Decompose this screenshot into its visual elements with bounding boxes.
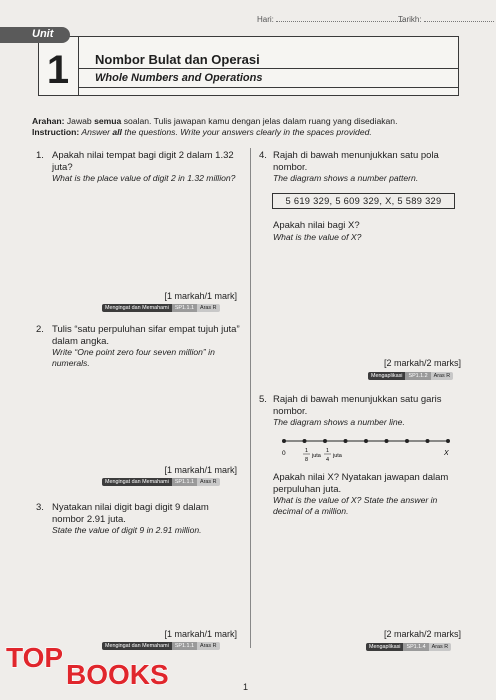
skill-tag-level: Mengaplikasi [368,372,405,380]
skill-tag-level: Mengaplikasi [366,643,403,651]
question-subtext-malay: Apakah nilai bagi X? [273,220,360,231]
day-label: Hari: [257,15,274,24]
fraction-b-numerator: 1 [326,448,330,454]
skill-tag-code: SP1.1.1 [172,478,197,486]
unit-tab: Unit [0,27,70,43]
marks-label: [1 markah/1 mark] [164,291,237,301]
number-line-tick [405,439,409,443]
question-text-malay: Apakah nilai tempat bagi digit 2 dalam 1.32 juta? [52,150,234,173]
date-input-line [424,15,494,22]
question-2 [52,324,240,368]
instruction-malay-label: Arahan: [32,116,65,126]
question-number: 3. [36,502,44,513]
question-5 [273,394,463,428]
marks-label: [1 markah/1 mark] [164,629,237,639]
fraction-a-numerator: 1 [305,448,309,454]
number-line-label-b [324,448,343,463]
skill-tag [102,478,220,486]
number-line-end-label: X [444,450,449,457]
question-text-malay: Rajah di bawah menunjukkan satu pola nombor. [273,150,439,173]
question-subtext-malay: Apakah nilai X? Nyatakan jawapan dalam perpuluhan juta. [273,472,449,495]
fraction-b-unit: juta [333,453,342,459]
skill-tag-level: Mengingat dan Memahami [102,304,172,312]
question-subtext-english: What is the value of X? State the answer in decimal of a million. [273,495,438,516]
question-number: 2. [36,324,44,335]
fraction-a-denominator: 8 [305,457,309,463]
logo-bottom-text: BOOKS [66,659,169,689]
question-text-english: What is the place value of digit 2 in 1.32 million? [52,173,236,183]
question-text-malay: Rajah di bawah menunjukkan satu garis nombor. [273,394,442,417]
question-5-sub [273,472,463,516]
skill-tag-level: Mengingat dan Memahami [102,478,172,486]
skill-tag-aras: Aras R [197,642,219,650]
instruction-english-text1: Answer [81,127,110,137]
topbooks-logo [0,637,178,689]
number-line-tick [426,439,430,443]
marks-label: [2 markah/2 marks] [383,629,461,639]
instruction-malay-bold: semua [94,116,122,126]
instruction-english-bold: all [112,127,122,137]
marks-label: [2 markah/2 marks] [383,358,461,368]
date-field [398,15,494,24]
skill-tag-aras: Aras R [429,643,451,651]
page-number: 1 [243,682,249,692]
column-divider [250,148,251,648]
unit-title-malay: Nombor Bulat dan Operasi [95,52,260,67]
unit-number: 1 [46,48,70,92]
skill-tag-aras: Aras R [197,478,219,486]
skill-tag [366,643,451,651]
question-text-malay: Tulis “satu perpuluhan sifar empat tujuh juta” dalam angka. [52,324,240,347]
number-line [276,433,456,469]
skill-tag-code: SP1.1.2 [405,372,430,380]
question-4-sub [273,220,463,242]
marks-label: [1 markah/1 mark] [164,465,237,475]
number-line-tick [344,439,348,443]
number-line-tick [282,439,286,443]
number-line-tick [323,439,327,443]
date-label: Tarikh: [398,15,422,24]
day-input-line [276,15,404,22]
number-line-tick [385,439,389,443]
question-3 [52,502,242,536]
question-4 [273,150,463,184]
skill-tag-code: SP1.1.1 [172,642,197,650]
number-line-start-label: 0 [282,450,286,457]
number-line-tick [364,439,368,443]
number-line-tick [446,439,450,443]
skill-tag-aras: Aras R [197,304,219,312]
question-1 [52,150,240,184]
skill-tag-code: SP1.1.1 [172,304,197,312]
question-subtext-english: What is the value of X? [273,231,362,242]
question-text-malay: Nyatakan nilai digit bagi digit 9 dalam nombor 2.91 juta. [52,502,209,525]
skill-tag-aras: Aras R [431,372,453,380]
question-text-english: State the value of digit 9 in 2.91 million. [52,525,202,535]
question-text-english: The diagram shows a number line. [273,417,405,427]
question-number: 4. [259,150,267,161]
instruction-malay-text1: Jawab [66,116,92,126]
question-text-english: Write “One point zero four seven million” in numerals. [52,347,215,368]
skill-tag-code: SP1.1.4 [403,643,428,651]
instruction-malay [32,116,472,127]
skill-tag-level: Mengingat dan Memahami [102,642,172,650]
fraction-a-unit: juta [312,453,321,459]
skill-tag [368,372,453,380]
fraction-b-denominator: 4 [326,457,330,463]
instruction-english-label: Instruction: [32,127,80,137]
number-line-label-a [303,448,322,463]
question-number: 1. [36,150,44,161]
number-pattern-box: 5 619 329, 5 609 329, X, 5 589 329 [272,193,455,209]
question-number: 5. [259,394,267,405]
day-field [257,15,404,24]
number-line-tick [303,439,307,443]
instruction-malay-text2: soalan. Tulis jawapan kamu dengan jelas dalam ruang yang disediakan. [123,116,398,126]
skill-tag [102,304,220,312]
unit-title-english: Whole Numbers and Operations [78,68,459,88]
logo-top-text: TOP [6,642,64,673]
instruction-english [32,127,472,138]
question-text-english: The diagram shows a number pattern. [273,173,419,183]
instruction-english-text2: the questions. Write your answers clearly in the spaces provided. [124,127,372,137]
